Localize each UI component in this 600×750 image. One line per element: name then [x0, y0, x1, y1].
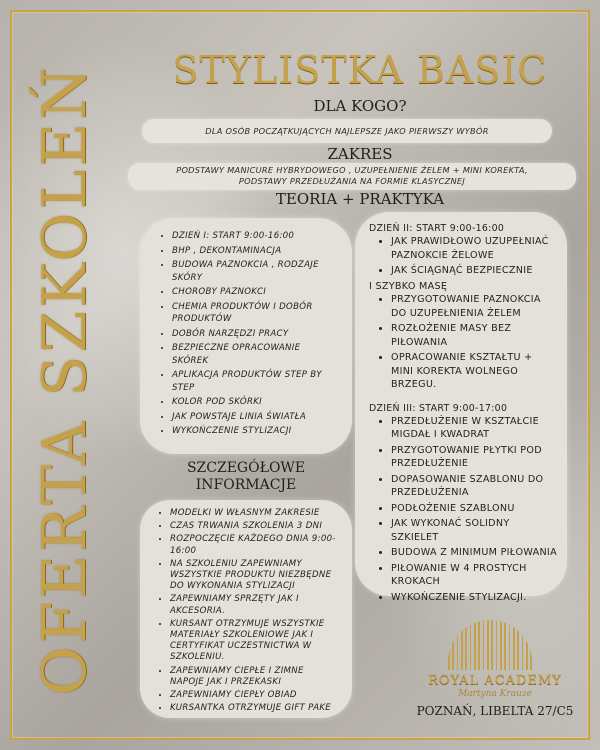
- day-2-label: DZIEŃ II: START 9:00-16:00: [369, 223, 505, 234]
- day-3-item: • PRZYGOTOWANIE PŁYTKI POD PRZEDŁUŻENIE: [391, 444, 557, 471]
- day-1-item: • BUDOWA PAZNOKCIA , RODZAJE SKÓRY: [172, 259, 338, 284]
- day-3-item: • PIŁOWANIE W 4 PROSTYCH KROKACH: [391, 562, 557, 589]
- scope-line-2: PODSTAWY PRZEDŁUŻANIA NA FORMIE KLASYCZNEJ: [238, 176, 466, 186]
- details-item: • CZAS TRWANIA SZKOLENIA 3 DNI: [170, 521, 340, 532]
- day-3-label: DZIEŃ III: START 9:00-17:00: [369, 402, 508, 414]
- details-item: • ZAPEWNIAMY SPRZĘTY JAK I AKCESORIA.: [170, 594, 340, 616]
- for-whom-text: DLA OSÓB POCZĄTKUJĄCYCH NAJLEPSZE JAKO PIERWSZY WYBÓR: [205, 126, 489, 136]
- day-1-card: [140, 218, 352, 454]
- day-1-item: • BHP , DEKONTAMINACJA: [172, 245, 338, 258]
- details-item: • ZAPEWNIAMY CIEPŁE I ZIMNE NAPOJE JAK I PRZEKASKI: [170, 666, 340, 688]
- day-2-item: • JAK PRAWIDŁOWO UZUPEŁNIAĆ PAZNOKCIE ŻELOWE: [391, 235, 557, 262]
- academy-signature: Martyna Krauze: [458, 689, 532, 699]
- day-2-item: • JAK ŚCIĄGNĄĆ BEZPIECZNIE: [391, 264, 557, 278]
- day-1-item: • WYKOŃCZENIE STYLIZACJI: [172, 425, 338, 438]
- day-2-continuation: I SZYBKO MASĘ: [369, 280, 448, 292]
- day-1-item: • JAK POWSTAJE LINIA ŚWIATŁA: [172, 411, 338, 424]
- day-1-item: • APLIKACJA PRODUKTÓW STEP BY STEP: [172, 369, 338, 394]
- for-whom-heading: DLA KOGO?: [313, 97, 407, 115]
- details-heading-line-2: INFORMACJE: [195, 477, 297, 493]
- academy-name: ROYAL ACADEMY: [428, 673, 562, 688]
- scope-heading: ZAKRES: [327, 145, 393, 163]
- page-title: STYLISTKA BASIC: [172, 48, 548, 92]
- details-item: • ZAPEWNIAMY CIEPŁY OBIAD: [170, 690, 340, 701]
- scope-pill: [128, 163, 576, 190]
- day-3-item: • PRZEDŁUŻENIE W KSZTAŁCIE MIGDAŁ I KWADRAT: [391, 415, 557, 442]
- scope-line-1: PODSTAWY MANICURE HYBRYDOWEGO , UZUPEŁNIENIE ŻELEM + MINI KOREKTA,: [176, 165, 528, 175]
- day-3-item: • PODŁOŻENIE SZABLONU: [391, 502, 557, 516]
- day-1-item: • DOBÓR NARZĘDZI PRACY: [172, 328, 338, 341]
- theory-heading: TEORIA + PRAKTYKA: [275, 190, 445, 208]
- details-item: • NA SZKOLENIU ZAPEWNIAMY WSZYSTKIE PRODUKTU NIEZBĘDNE DO WYKONANIA STYLIZACJI: [170, 559, 340, 593]
- day-1-label: • DZIEŃ I: START 9:00-16:00: [172, 230, 338, 243]
- day-1-item: • BEZPIECZNE OPRACOWANIE SKÓREK: [172, 342, 338, 367]
- details-heading-line-1: SZCZEGÓŁOWE: [186, 460, 306, 476]
- day-2-item: • ROZŁOŻENIE MASY BEZ PIŁOWANIA: [391, 322, 557, 349]
- day-1-item: • CHOROBY PAZNOKCI: [172, 286, 338, 299]
- details-item: • MODELKI W WŁASNYM ZAKRESIE: [170, 508, 340, 519]
- details-item: • KURSANTKA OTRZYMUJE GIFT PAKE: [170, 703, 340, 714]
- day-2-item: • OPRACOWANIE KSZTAŁTU + MINI KOREKTA WOLNEGO BRZEGU.: [391, 351, 557, 392]
- day-1-item: • KOLOR POD SKÓRKI: [172, 396, 338, 409]
- details-card: [140, 500, 352, 718]
- day-3-item: • JAK WYKONAĆ SOLIDNY SZKIELET: [391, 517, 557, 544]
- day-2-3-card: [355, 212, 567, 603]
- day-3-item: • BUDOWA Z MINIMUM PIŁOWANIA: [391, 546, 557, 560]
- address: POZNAŃ, LIBELTA 27/C5: [416, 704, 574, 718]
- day-1-item: • CHEMIA PRODUKTÓW I DOBÓR PRODUKTÓW: [172, 301, 338, 326]
- day-3-item: • DOPASOWANIE SZABLONU DO PRZEDŁUŻENIA: [391, 473, 557, 500]
- details-item: • ROZPOCZĘCIE KAŻDEGO DNIA 9:00-16:00: [170, 534, 340, 556]
- details-item: • KURSANT OTRZYMUJE WSZYSTKIE MATERIAŁY SZKOLENIOWE JAK I CERTYFIKAT UCZESTNICTWA W SZKOLENIU.: [170, 619, 340, 664]
- day-2-item: • PRZYGOTOWANIE PAZNOKCIA DO UZUPEŁNIENIA ŻELEM: [391, 293, 557, 320]
- day-3-item: • WYKOŃCZENIE STYLIZACJI.: [391, 591, 557, 605]
- details-heading: [140, 460, 352, 494]
- for-whom-pill: [142, 119, 552, 143]
- side-title: OFERTA SZKOLEŃ: [30, 64, 100, 696]
